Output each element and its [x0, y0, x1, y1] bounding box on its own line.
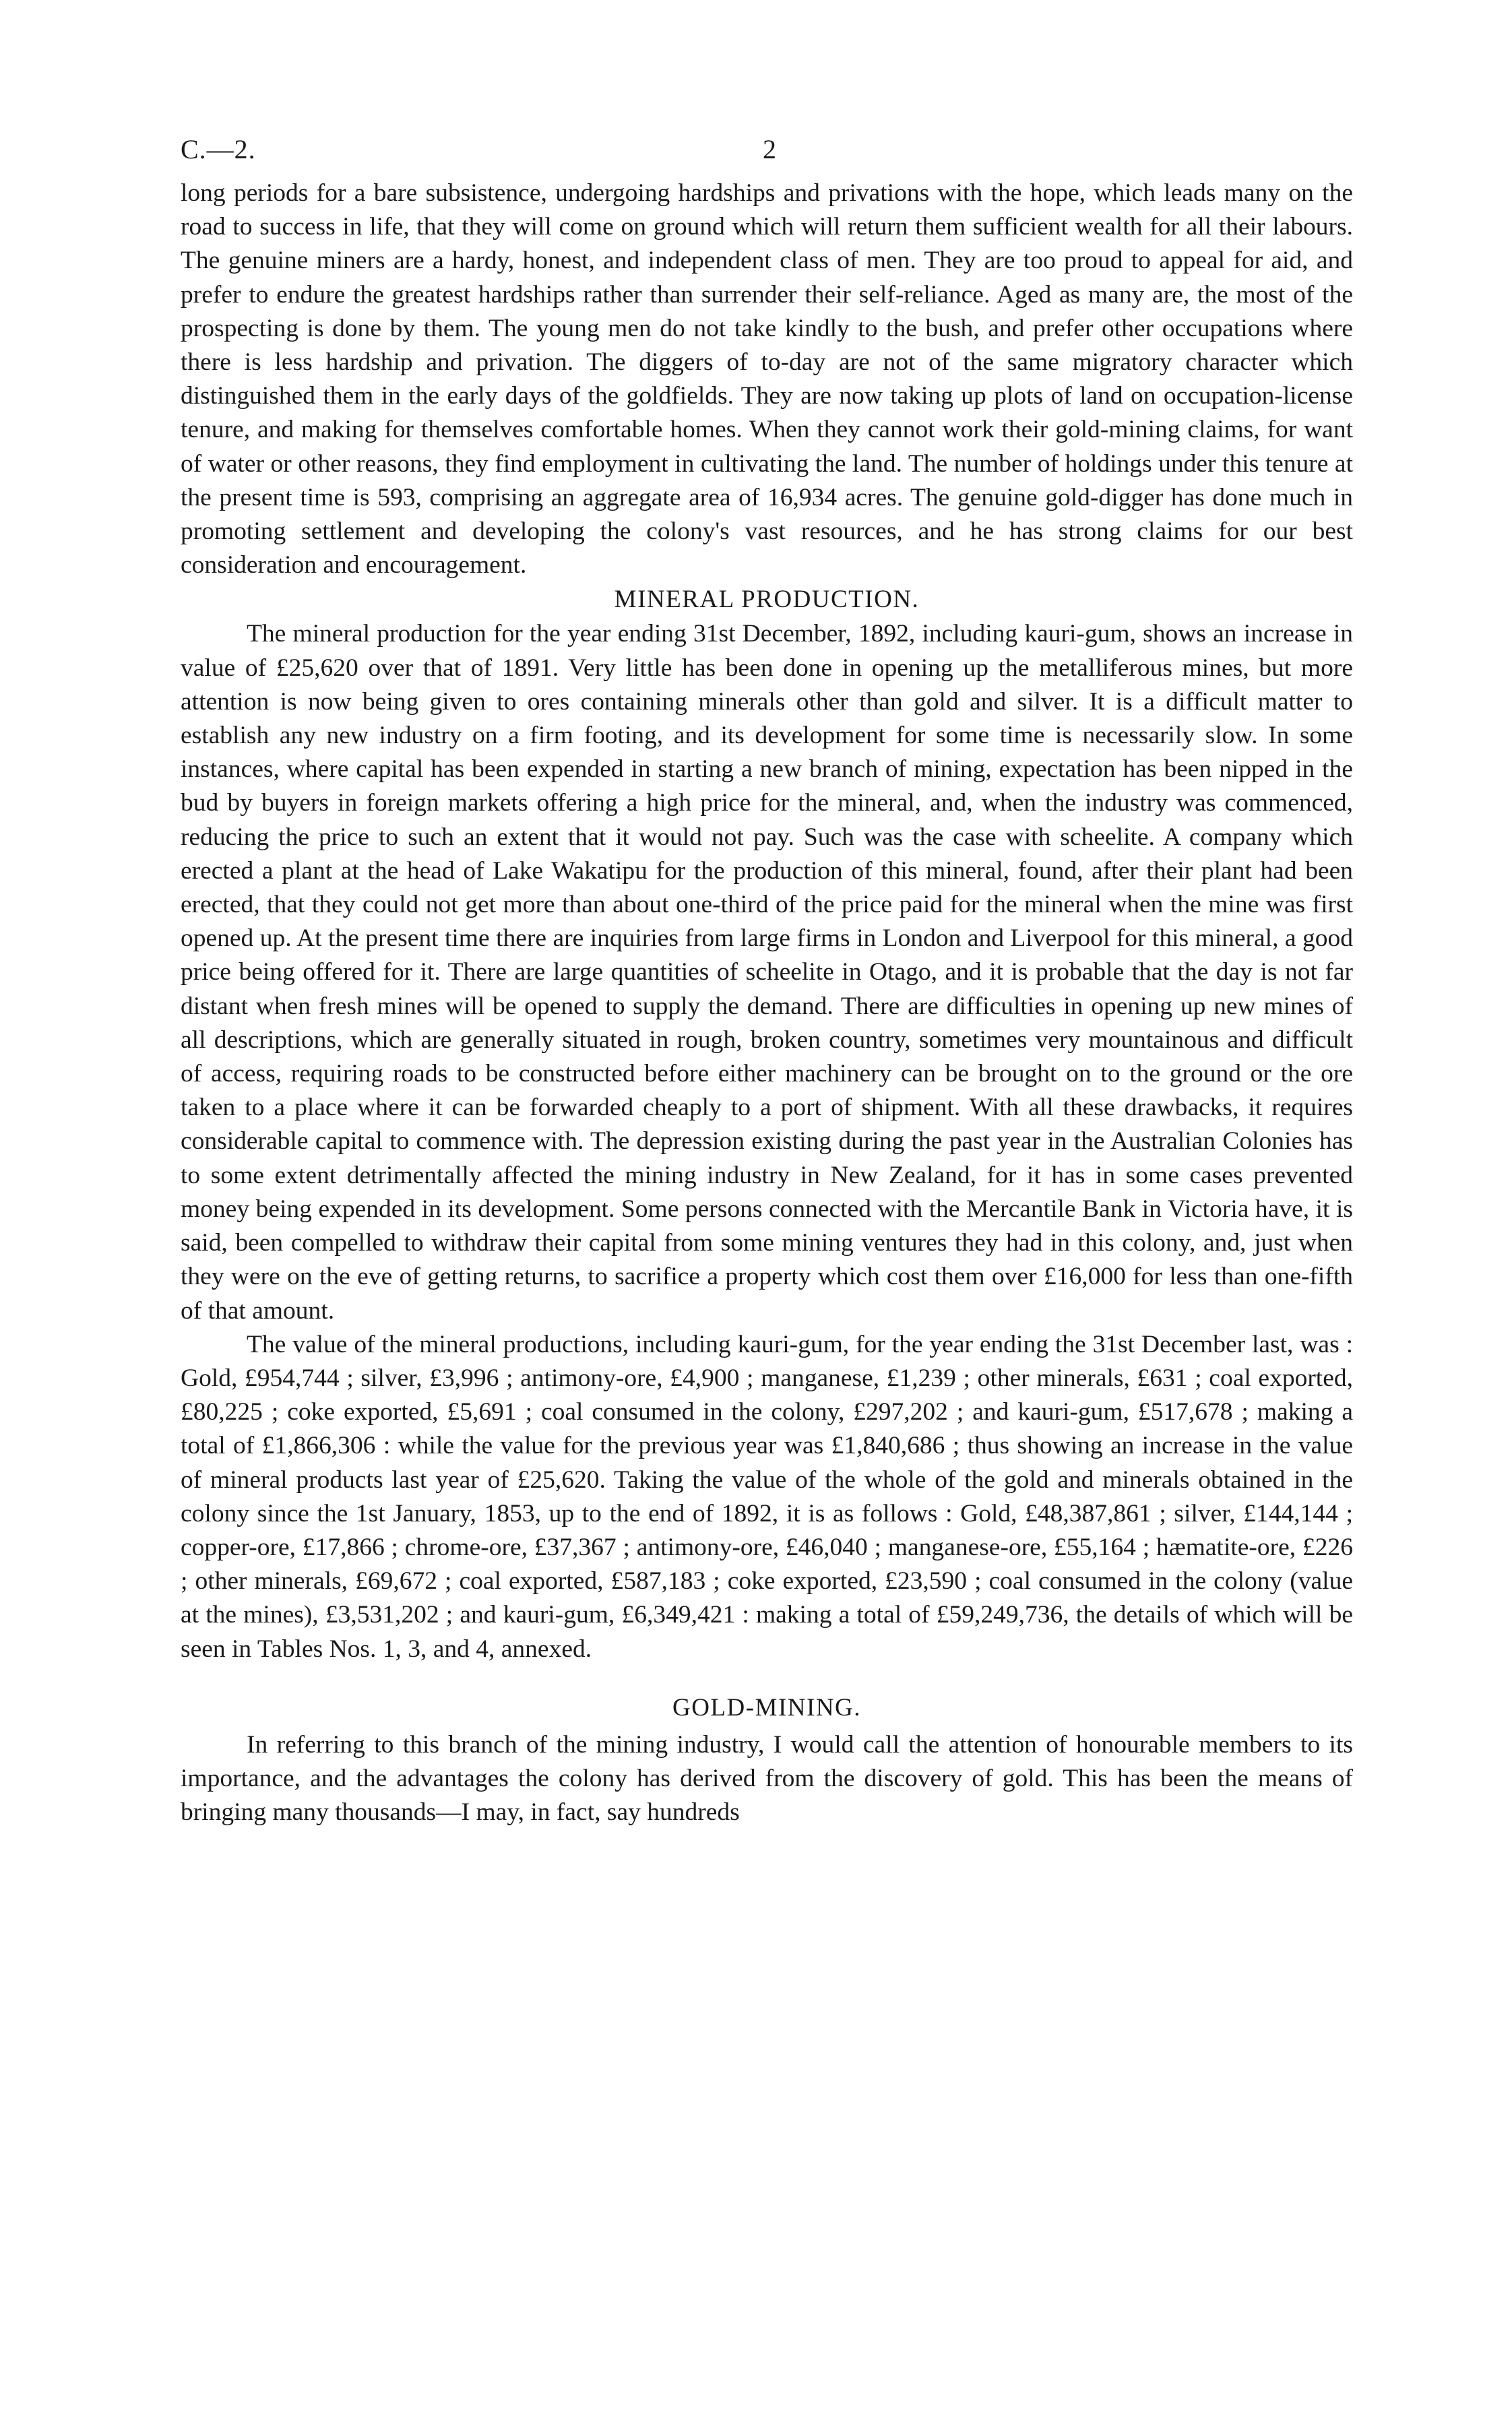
page-header	[181, 133, 1353, 174]
gold-mining-paragraph-1: In referring to this branch of the mining industry, I would call the attention of honourable members to its importance, and the advantages the colony has derived from the discovery of gold. This has been the means of bringing many thousands—I may, in fact, say hundreds	[181, 1730, 1353, 1827]
mineral-production-paragraph-2: The value of the mineral productions, including kauri-gum, for the year ending the 31st December last, was : Gold, £954,744 ; silver, £3,996 ; antimony-ore, £4,900 ; manganese, £1,239 ; other minerals, £631 ; coal exported, £80,225 ; coke exported, £5,691 ; coal consumed in the colony, £297,202 ; and kauri-gum, £517,678 ; making a total of £1,866,306 : while the value for the previous year was £1,840,686 ; thus showing an increase in the value of mineral products last year of £25,620. Taking the value of the whole of the gold and minerals obtained in the colony since the 1st January, 1853, up to the end of 1892, it is as follows : Gold, £48,387,861 ; silver, £144,144 ; copper-ore, £17,866 ; chrome-ore, £37,367 ; antimony-ore, £46,040 ; manganese-ore, £55,164 ; hæmatite-ore, £226 ; other minerals, £69,672 ; coal exported, £587,183 ; coke exported, £23,590 ; coal consumed in the colony (value at the mines), £3,531,202 ; and kauri-gum, £6,349,421 : making a total of £59,249,736, the details of which will be seen in Tables Nos. 1, 3, and 4, annexed.	[181, 1330, 1353, 1663]
document-reference: C.—2.	[181, 134, 256, 164]
page-number: 2	[763, 134, 776, 164]
section-heading-mineral-production: MINERAL PRODUCTION.	[614, 586, 920, 614]
section-heading-gold-mining: GOLD-MINING.	[672, 1693, 862, 1722]
document-page	[181, 133, 1353, 1829]
mineral-production-paragraph-1: The mineral production for the year ending 31st December, 1892, including kauri-gum, shows an increase in value of £25,620 over that of 1891. Very little has been done in opening up the metalliferous mines, but more attention is now being given to ores containing minerals other than gold and silver. It is a difficult matter to establish any new industry on a firm footing, and its development for some time is necessarily slow. In some instances, where capital has been expended in starting a new branch of mining, expectation has been nipped in the bud by buyers in foreign markets offering a high price for the mineral, and, when the industry was commenced, reducing the price to such an extent that it would not pay. Such was the case with scheelite. A company which erected a plant at the head of Lake Wakatipu for the production of this mineral, found, after their plant had been erected, that they could not get more than about one-third of the price paid for the mineral when the mine was first opened up. At the present time there are inquiries from large firms in London and Liverpool for this mineral, a good price being offered for it. There are large quantities of scheelite in Otago, and it is probable that the day is not far distant when fresh mines will be opened to supply the demand. There are difficulties in opening up new mines of all descriptions, which are generally situated in rough, broken country, sometimes very mountainous and difficult of access, requiring roads to be constructed before either machinery can be brought on to the ground or the ore taken to a place where it can be forwarded cheaply to a port of shipment. With all these drawbacks, it requires considerable capital to commence with. The depression existing during the past year in the Australian Colonies has to some extent detrimentally affected the mining industry in New Zealand, for it has in some cases prevented money being expended in its development. Some persons connected with the Mercantile Bank in Victoria have, it is said, been compelled to withdraw their capital from some mining ventures they had in this colony, and, just when they were on the eve of getting returns, to sacrifice a property which cost them over £16,000 for less than one-fifth of that amount.	[181, 620, 1353, 1325]
continued-paragraph: long periods for a bare subsistence, undergoing hardships and privations with the hope, which leads many on the road to success in life, that they will come on ground which will return them sufficient wealth for all their labours. The genuine miners are a hardy, honest, and independent class of men. They are too proud to appeal for aid, and prefer to endure the greatest hardships rather than surrender their self-reliance. Aged as many are, the most of the prospecting is done by them. The young men do not take kindly to the bush, and prefer other occupations where there is less hardship and privation. The diggers of to-day are not of the same migratory character which distinguished them in the early days of the goldfields. They are now taking up plots of land on occupation-license tenure, and making for themselves comfortable homes. When they cannot work their gold-mining claims, for want of water or other reasons, they find employment in cultivating the land. The number of holdings under this tenure at the present time is 593, comprising an aggregate area of 16,934 acres. The genuine gold-digger has done much in promoting settlement and developing the colony's vast resources, and he has strong claims for our best consideration and encouragement.	[181, 179, 1353, 579]
